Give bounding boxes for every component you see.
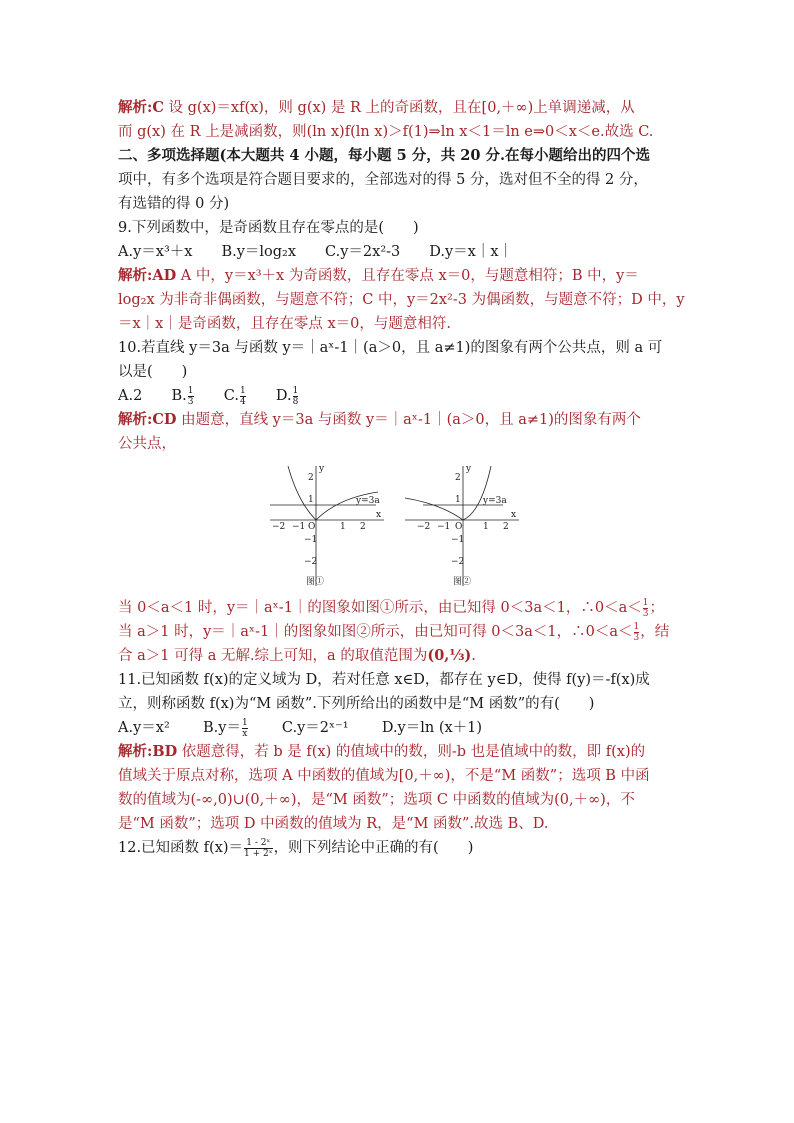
q10-option-c-fraction <box>240 386 246 407</box>
q10-answer-label: 解析:CD <box>118 411 177 428</box>
q10-range-interval: (0,⅓) <box>427 647 472 664</box>
q10-option-a: A.2 <box>118 388 143 404</box>
origin-label: O <box>455 522 463 532</box>
q10-options <box>118 384 678 408</box>
q11-option-a: A.y＝x² <box>118 720 170 736</box>
tick-y: −1 <box>304 535 318 545</box>
numerator: 1 <box>239 385 246 396</box>
denominator: 3 <box>642 608 649 619</box>
q11-option-b-fraction <box>242 718 248 739</box>
fraction-one-third <box>643 598 649 619</box>
q12-stem-post: ，则下列结论中正确的有( ) <box>273 840 474 856</box>
q10-answer-line2: 公共点， <box>118 436 176 452</box>
figure-1-caption: 图① <box>306 577 325 587</box>
q9-options: A.y＝x³＋x B.y＝log₂x C.y＝2x²-3 D.y＝x｜x｜ <box>118 244 514 260</box>
q10-analysis-text3: 合 a＞1 可得 a 无解.综上可知，a 的取值范围为 <box>118 648 428 664</box>
section-heading-line1: 二、多项选择题(本大题共 4 小题，每小题 5 分，共 20 分.在每小题给出的四个选 <box>118 147 651 164</box>
section-heading-line3: 有选错的得 0 分) <box>118 196 230 212</box>
q10-analysis-end3: . <box>471 648 476 664</box>
denominator: 8 <box>292 396 299 407</box>
q11-option-c: C.y＝2ˣ⁻¹ <box>281 720 349 736</box>
tick-y: 1 <box>455 495 461 505</box>
document-page <box>118 96 685 860</box>
numerator: 1 <box>292 385 299 396</box>
tick-x: −2 <box>272 522 286 532</box>
numerator: 1 <box>241 717 248 728</box>
q11-answer-label: 解析:BD <box>118 743 178 760</box>
q10-analysis-end2: ，结 <box>640 624 670 640</box>
tick-y: −2 <box>304 557 318 567</box>
q10-option-b: B. <box>171 388 187 404</box>
q12-fraction <box>244 838 273 859</box>
figure-2 <box>403 462 523 592</box>
q10-analysis-text2: 当 a＞1 时，y＝｜aˣ-1｜的图象如图②所示，由已知可得 0＜3a＜1，∴0＜a＜ <box>118 624 633 640</box>
q9-answer-text1: A 中，y＝x³＋x 为奇函数，且存在零点 x＝0，与题意相符；B 中，y＝ <box>180 268 639 284</box>
numerator: 1 <box>633 621 640 632</box>
q11-option-b: B.y＝ <box>202 720 241 736</box>
tick-y: −2 <box>451 557 465 567</box>
answer8-text1: 设 g(x)＝xf(x)，则 g(x) 是 R 上的奇函数，且在[0,＋∞)上单调递减，从 <box>168 100 635 116</box>
q10-analysis-line3 <box>118 644 678 668</box>
denominator: 1 + 2ˣ <box>244 848 273 859</box>
tick-x: −2 <box>417 522 431 532</box>
figure-2-caption: 图② <box>453 577 472 587</box>
figure-1 <box>268 462 388 592</box>
curve-right <box>463 466 491 520</box>
q9-answer-line1 <box>118 264 678 288</box>
q10-analysis-end1: ； <box>649 600 664 616</box>
q11-stem-line1: 11.已知函数 f(x)的定义域为 D，若对任意 x∈D，都存在 y∈D，使得 f(y)＝-f(x)成 <box>118 672 650 688</box>
q11-option-d: D.y＝ln (x＋1) <box>381 720 483 736</box>
q11-answer-line2: 值域关于原点对称，选项 A 中函数的值域为[0,＋∞)，不是“M 函数”；选项 B 中函 <box>118 768 650 784</box>
answer8-line2: 而 g(x) 在 R 上是减函数，则(ln x)f(ln x)＞f(1)⇒ln x＜1＝ln e⇒0＜x＜e.故选 C. <box>118 124 654 140</box>
q12-stem <box>118 836 678 860</box>
axis-x-label: x <box>376 510 382 520</box>
q9-stem: 9.下列函数中，是奇函数且存在零点的是( ) <box>118 220 419 236</box>
q10-option-d-fraction <box>293 386 299 407</box>
q10-stem-line1: 10.若直线 y＝3a 与函数 y＝｜aˣ-1｜(a＞0，且 a≠1)的图象有两个公共点，则 a 可 <box>118 340 663 356</box>
q10-answer-text1: 由题意，直线 y＝3a 与函数 y＝｜aˣ-1｜(a＞0，且 a≠1)的图象有两个 <box>181 412 641 428</box>
axis-y-label: y <box>466 464 472 474</box>
tick-y: 1 <box>308 495 314 505</box>
section-heading-line2: 项中，有多个选项是符合题目要求的，全部选对的得 5 分，选对但不全的得 2 分， <box>118 172 648 188</box>
denominator: 3 <box>633 632 640 643</box>
q10-analysis-line1 <box>118 596 678 620</box>
origin-label: O <box>308 522 316 532</box>
q11-stem-line2: 立，则称函数 f(x)为“M 函数”.下列所给出的函数中是“M 函数”的有( ) <box>118 696 595 712</box>
line-label: y=3a <box>483 496 507 506</box>
q10-stem-line2: 以是( ) <box>118 364 188 380</box>
numerator: 1 - 2ˣ <box>246 837 271 848</box>
tick-x: 1 <box>483 522 489 532</box>
tick-x: −1 <box>437 522 451 532</box>
q9-answer-line3: ＝x｜x｜是奇函数，且存在零点 x＝0，与题意相符. <box>118 316 451 332</box>
tick-x: 2 <box>503 522 509 532</box>
q10-answer-line1 <box>118 408 678 432</box>
denominator: 4 <box>239 396 246 407</box>
q10-option-d: D. <box>275 388 292 404</box>
q11-answer-line4: 是“M 函数”；选项 D 中函数的值域为 R，是“M 函数”.故选 B、D. <box>118 816 549 832</box>
q11-answer-line3: 数的值域为(-∞,0)∪(0,＋∞)，是“M 函数”；选项 C 中函数的值域为(0,＋∞)，不 <box>118 792 635 808</box>
q10-option-c: C. <box>223 388 239 404</box>
axis-y-label: y <box>319 464 325 474</box>
q9-answer-label: 解析:AD <box>118 267 177 284</box>
tick-x: 2 <box>360 522 366 532</box>
tick-x: 1 <box>340 522 346 532</box>
tick-x: −1 <box>292 522 306 532</box>
numerator: 1 <box>187 385 194 396</box>
answer8-label: 解析:C <box>118 99 164 116</box>
line-label: y=3a <box>356 496 380 506</box>
numerator: 1 <box>642 597 649 608</box>
fraction-one-third <box>634 622 640 643</box>
q10-analysis-line2 <box>118 620 678 644</box>
q10-analysis-text1: 当 0＜a＜1 时，y＝｜aˣ-1｜的图象如图①所示，由已知得 0＜3a＜1，∴0＜a＜ <box>118 600 642 616</box>
q11-options <box>118 716 678 740</box>
tick-y: 2 <box>308 473 314 483</box>
q9-answer-line2: log₂x 为非奇非偶函数，与题意不符；C 中，y＝2x²-3 为偶函数，与题意不符；D 中，y <box>118 292 685 308</box>
denominator: 3 <box>187 396 194 407</box>
tick-y: −1 <box>451 535 465 545</box>
q12-stem-pre: 12.已知函数 f(x)＝ <box>118 840 244 856</box>
q10-option-b-fraction <box>188 386 194 407</box>
denominator: x <box>242 728 248 739</box>
axis-x-label: x <box>511 510 517 520</box>
q10-figures <box>118 462 678 592</box>
q11-answer-text1: 依题意得，若 b 是 f(x) 的值域中的数，则-b 也是值域中的数，即 f(x)的 <box>181 744 646 760</box>
q11-answer-line1 <box>118 740 678 764</box>
answer8-line1 <box>118 96 678 120</box>
tick-y: 2 <box>455 473 461 483</box>
